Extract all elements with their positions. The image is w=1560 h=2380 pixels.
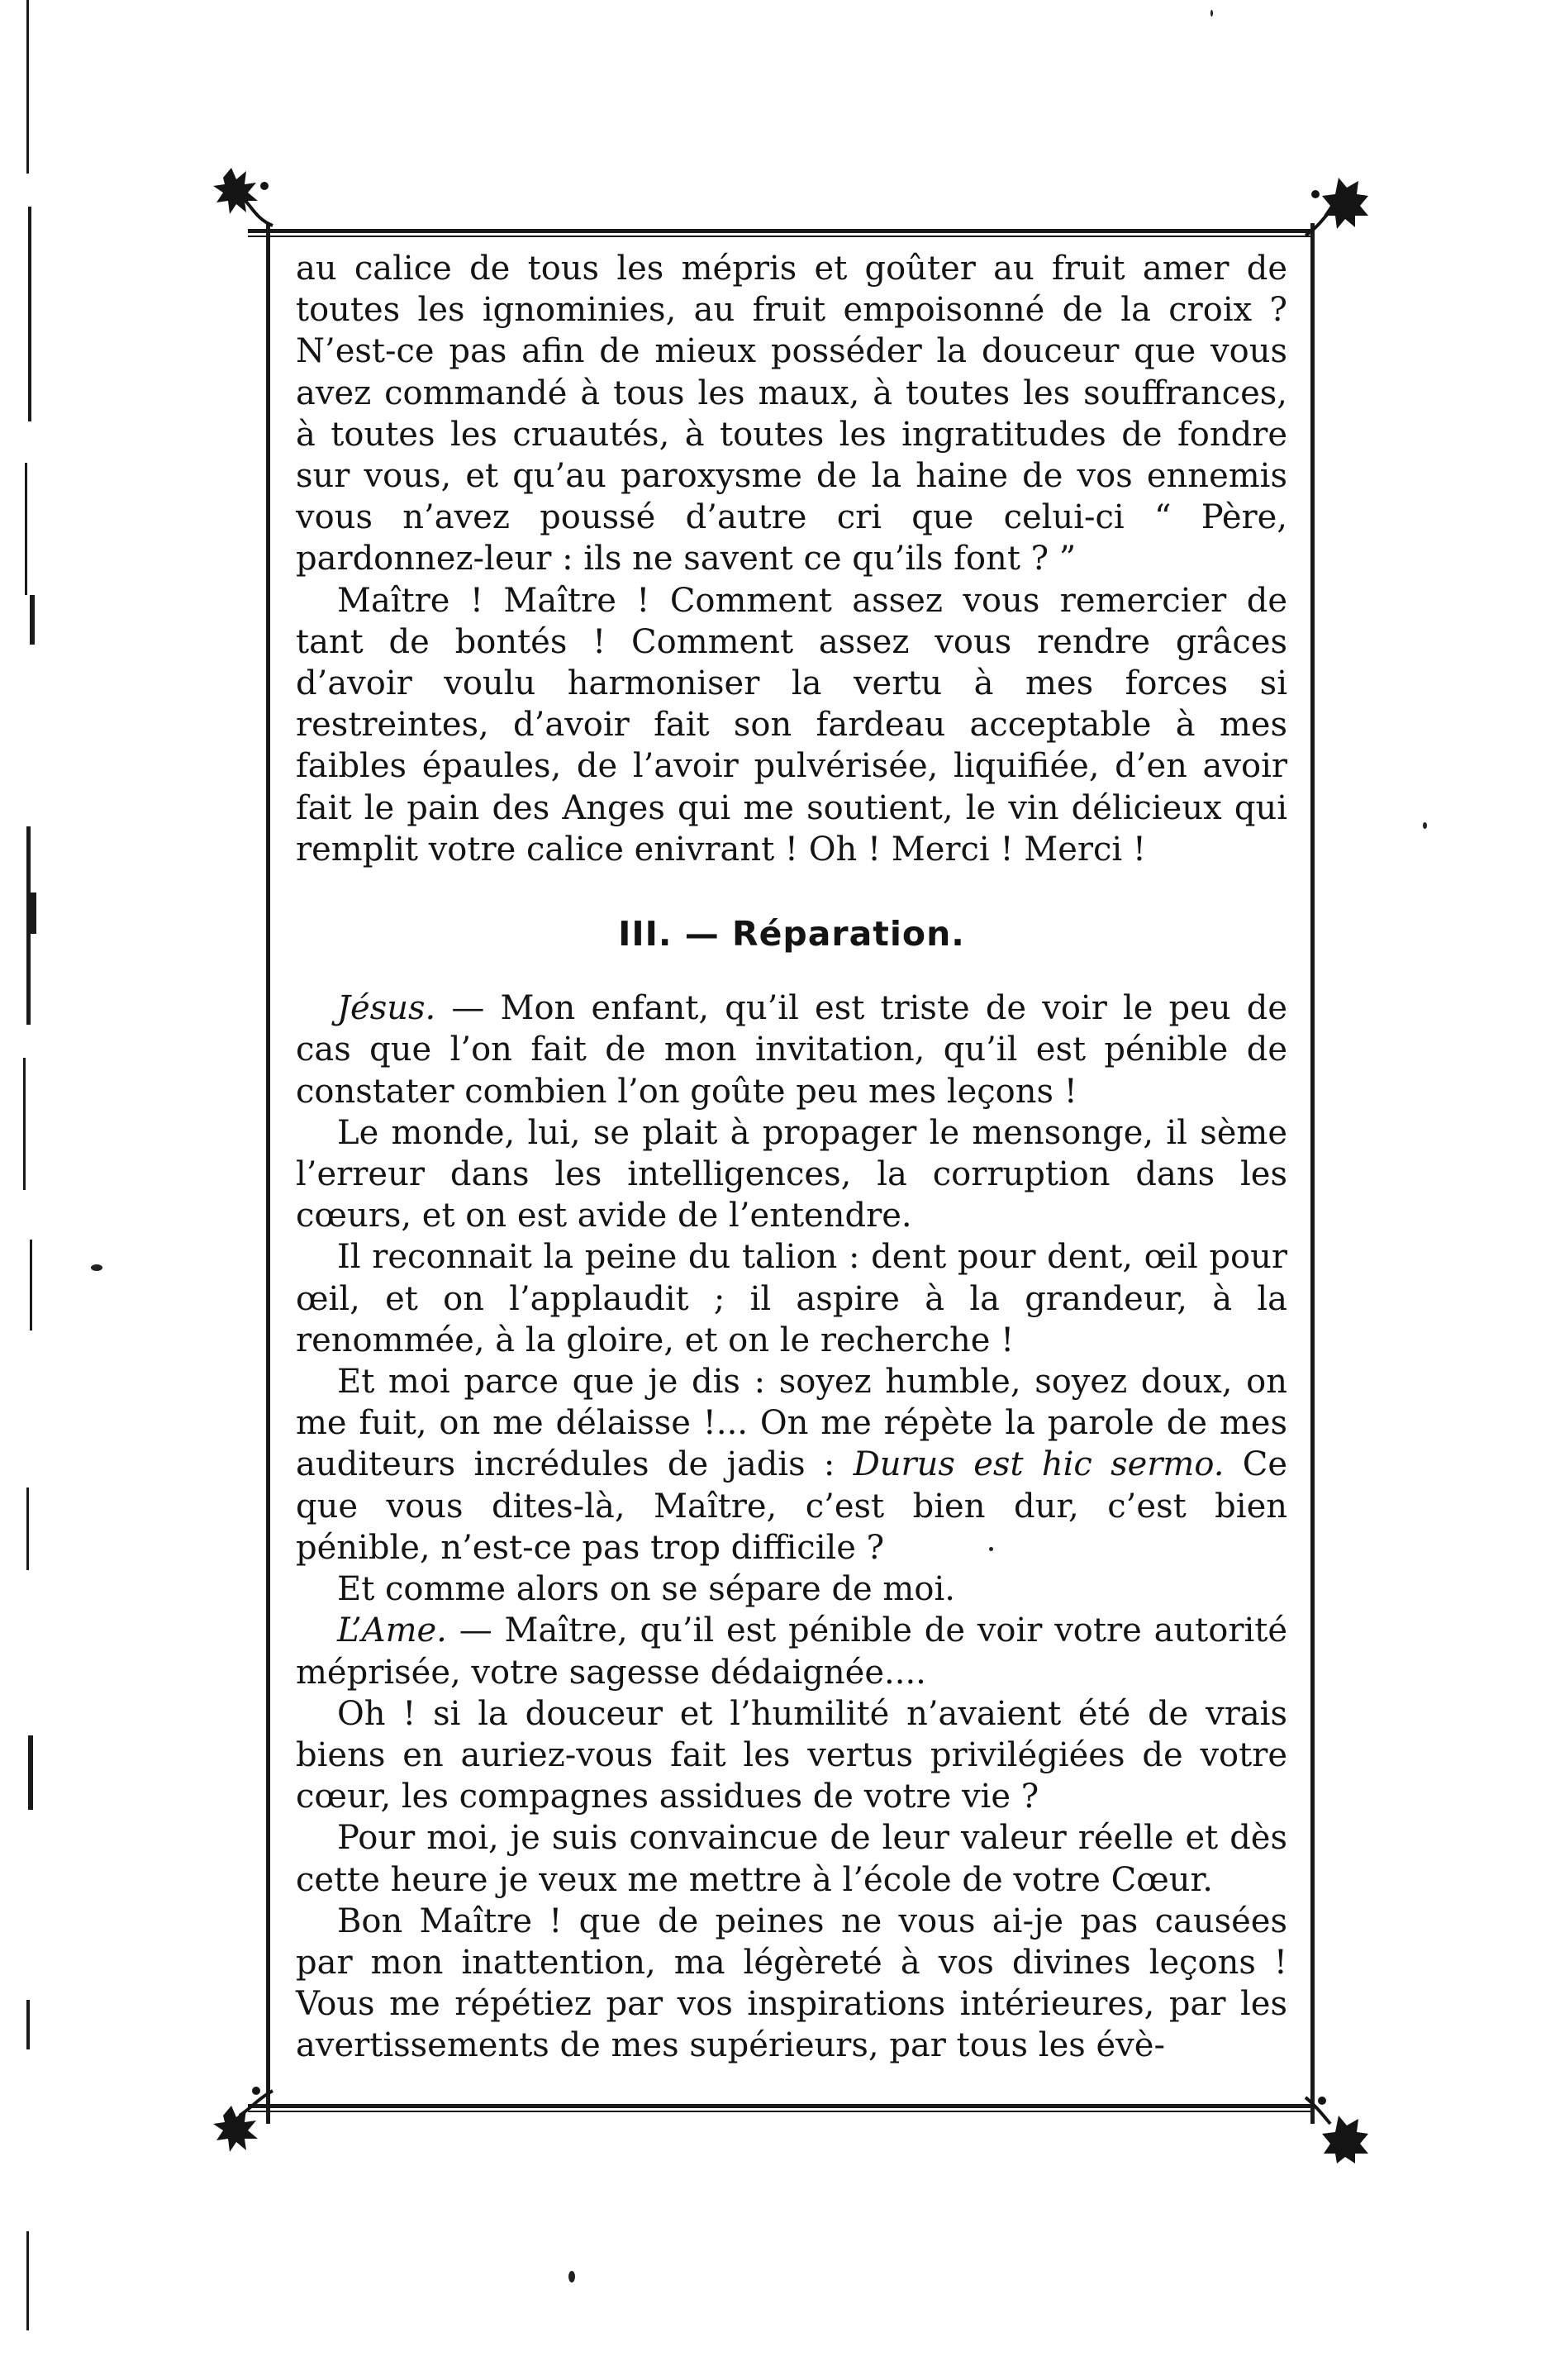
paragraph: au calice de tous les mépris et goûter au fruit amer de toutes les ignominies, au fruit empoisonné de la croix ? N’est-ce pas afin de mieux posséder la douceur que vous avez commandé à tous les maux, à toutes les souffrances, à toutes les cruautés, à toutes les ingratitudes de fondre sur vous, et qu’au paroxysme de la haine de vos ennemis vous n’avez poussé d’autre cri que celui-ci “ Père, pardonnez-leur : ils ne savent ce qu’ils font ? ” [296,250,1287,578]
speaker-name: Jésus. [337,989,436,1028]
paragraph-ame [296,1610,1287,1692]
paragraph: Il reconnait la peine du talion : dent pour dent, œil pour œil, et on l’applaudit ; il aspire à la grandeur, à la renommée, à la gloire, et on le recherche ! [296,1238,1287,1359]
vine-leaf-corner-icon [1297,169,1372,244]
frame-right-rule [1310,223,1315,2124]
paragraph: Et comme alors on se sépare de moi. [337,1570,955,1609]
page-body-text [296,248,1287,2087]
paragraph-text: — Maître, qu’il est pénible de voir votre autorité méprisée, votre sagesse dédaignée.... [296,1611,1287,1692]
latin-quote: Durus est hic sermo. [853,1445,1225,1484]
paragraph: Bon Maître ! que de peines ne vous ai-je pas causées par mon inattention, ma légèreté à vos divines leçons ! Vous me répétiez par vos inspirations intérieures, par les avertissements de mes supérieurs, par tous les évè- [296,1902,1287,2065]
paragraph: Le monde, lui, se plait à propager le mensonge, il sème l’erreur dans les intelligences, la corruption dans les cœurs, et on est avide de l’entendre. [296,1113,1287,1235]
paragraph: Pour moi, je suis convaincue de leur valeur réelle et dès cette heure je veux me mettre à l’école de votre Cœur. [296,1819,1287,1899]
paragraph-text: Et moi parce que je dis : soyez humble, soyez doux, on me fuit, on me délaisse !... On me répète la parole de mes auditeurs incrédules de jadis : [296,1363,1287,1484]
frame-top-rule-thin [248,236,1314,237]
paragraph-durus [296,1361,1287,1568]
paragraph: Maître ! Maître ! Comment assez vous remercier de tant de bontés ! Comment assez vous rendre grâces d’avoir voulu harmoniser la vertu à mes forces si restreintes, d’avoir fait son fardeau acceptable à mes faibles épaules, de l’avoir pulvérisée, liquifiée, d’en avoir fait le pain des Anges qui me soutient, le vin délicieux qui remplit votre calice enivrant ! Oh ! Merci ! Merci ! [296,581,1287,869]
vine-leaf-corner-icon [207,161,281,236]
paragraph-text: Ce que vous dites-là, Maître, c’est bien dur, c’est bien pénible, n’est-ce pas trop difficile ? [296,1445,1287,1567]
frame-top-rule [248,229,1314,233]
section-heading: III. — Réparation. [618,914,965,954]
paragraph: Oh ! si la douceur et l’humilité n’avaient été de vrais biens en auriez-vous fait les vertus privilégiées de votre cœur, les compagnes assidues de votre vie ? [296,1694,1287,1816]
paragraph-jesus [296,988,1287,1112]
vine-leaf-corner-icon [207,2082,281,2157]
speaker-name: L’Ame. [337,1611,447,1650]
frame-left-rule [266,223,270,2124]
frame-bottom-rule [248,2104,1314,2108]
frame-bottom-rule-thin [248,2111,1314,2112]
paragraph-text: — Mon enfant, qu’il est triste de voir le peu de cas que l’on fait de mon invitation, qu’il est pénible de constater combien l’on goûte peu mes leçons ! [296,989,1287,1111]
binding-edge [15,0,48,2380]
vine-leaf-corner-icon [1297,2091,1372,2165]
